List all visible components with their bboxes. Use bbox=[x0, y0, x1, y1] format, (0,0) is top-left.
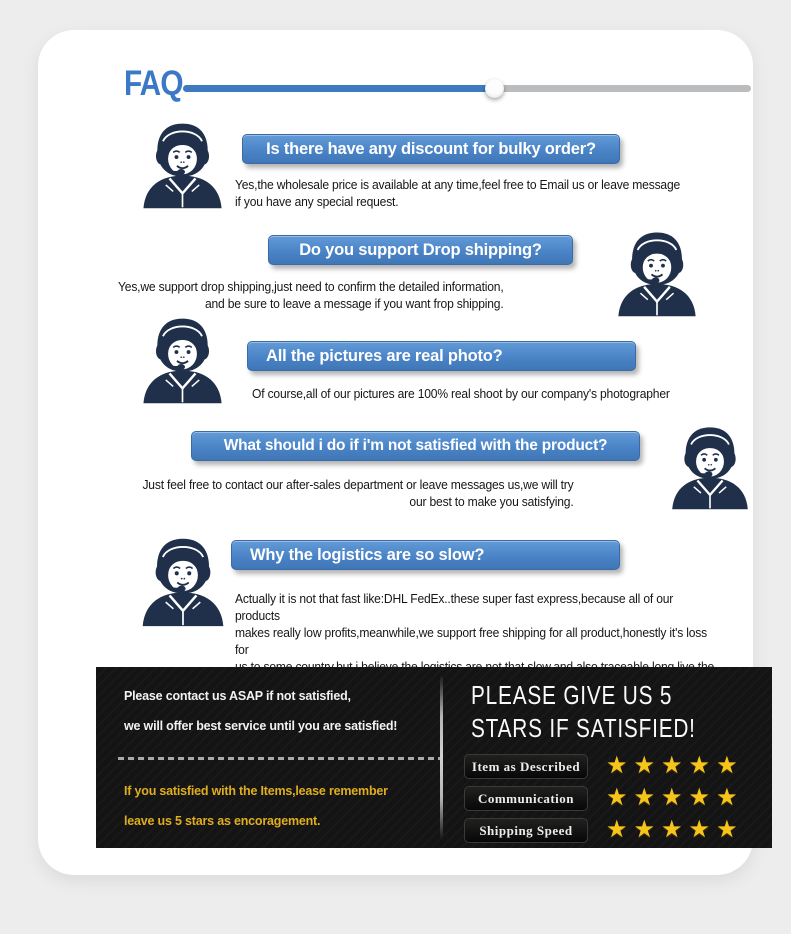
slider-fill bbox=[183, 85, 494, 92]
rating-label: Item as Described bbox=[464, 754, 588, 779]
footer-heading-line1: PLEASE GIVE US 5 bbox=[471, 680, 673, 710]
star-icons: ★★★★★ bbox=[606, 784, 744, 811]
footer-text-line: we will offer best service until you are satisfied! bbox=[124, 719, 398, 733]
dashed-divider bbox=[118, 757, 440, 760]
footer-highlight-line: If you satisfied with the Items,lease remember bbox=[124, 784, 388, 798]
question-button[interactable]: Is there have any discount for bulky order? bbox=[242, 134, 620, 164]
rating-label: Communication bbox=[464, 786, 588, 811]
rating-row bbox=[464, 818, 772, 843]
answer-text: Actually it is not that fast like:DHL FedEx..these super fast express,because all of our products makes really low profits,meanwhile,we support free shipping for all product,honestly it's loss for bbox=[235, 591, 708, 657]
star-icons: ★★★★★ bbox=[606, 752, 744, 779]
footer-vertical-divider bbox=[440, 675, 443, 839]
footer-banner bbox=[96, 667, 772, 848]
support-agent-icon bbox=[665, 422, 755, 512]
rating-row bbox=[464, 754, 772, 779]
page-title: FAQ bbox=[124, 64, 183, 103]
footer-text-line: Please contact us ASAP if not satisfied, bbox=[124, 689, 351, 703]
rating-label: Shipping Speed bbox=[464, 818, 588, 843]
answer-text: Yes,the wholesale price is available at any time,feel free to Email us or leave message if you have any special request. bbox=[235, 177, 681, 209]
answer-text: Of course,all of our pictures are 100% real shoot by our company's photographer bbox=[252, 386, 670, 401]
slider-handle[interactable] bbox=[485, 79, 504, 98]
question-button[interactable]: Why the logistics are so slow? bbox=[231, 540, 620, 570]
footer-heading-line2: STARS IF SATISFIED! bbox=[471, 713, 696, 743]
support-agent-icon bbox=[611, 227, 703, 319]
rating-row bbox=[464, 786, 772, 811]
footer-right-panel bbox=[464, 667, 772, 848]
support-agent-icon bbox=[136, 118, 229, 211]
support-agent-icon bbox=[135, 533, 231, 629]
answer-text: Yes,we support drop shipping,just need to confirm the detailed information, and be sure to leave a message if you want frop shipping. bbox=[118, 279, 504, 311]
question-button[interactable]: Do you support Drop shipping? bbox=[268, 235, 573, 265]
footer-heading bbox=[471, 679, 696, 745]
star-icons: ★★★★★ bbox=[606, 816, 744, 843]
support-agent-icon bbox=[136, 313, 229, 406]
question-button[interactable]: What should i do if i'm not satisfied with the product? bbox=[191, 431, 640, 461]
answer-text: Just feel free to contact our after-sales department or leave messages us,we will try our best to make you satisfying. bbox=[141, 477, 573, 509]
question-button[interactable]: All the pictures are real photo? bbox=[247, 341, 636, 371]
faq-card bbox=[38, 30, 753, 875]
footer-highlight-line: leave us 5 stars as encoragement. bbox=[124, 814, 321, 828]
